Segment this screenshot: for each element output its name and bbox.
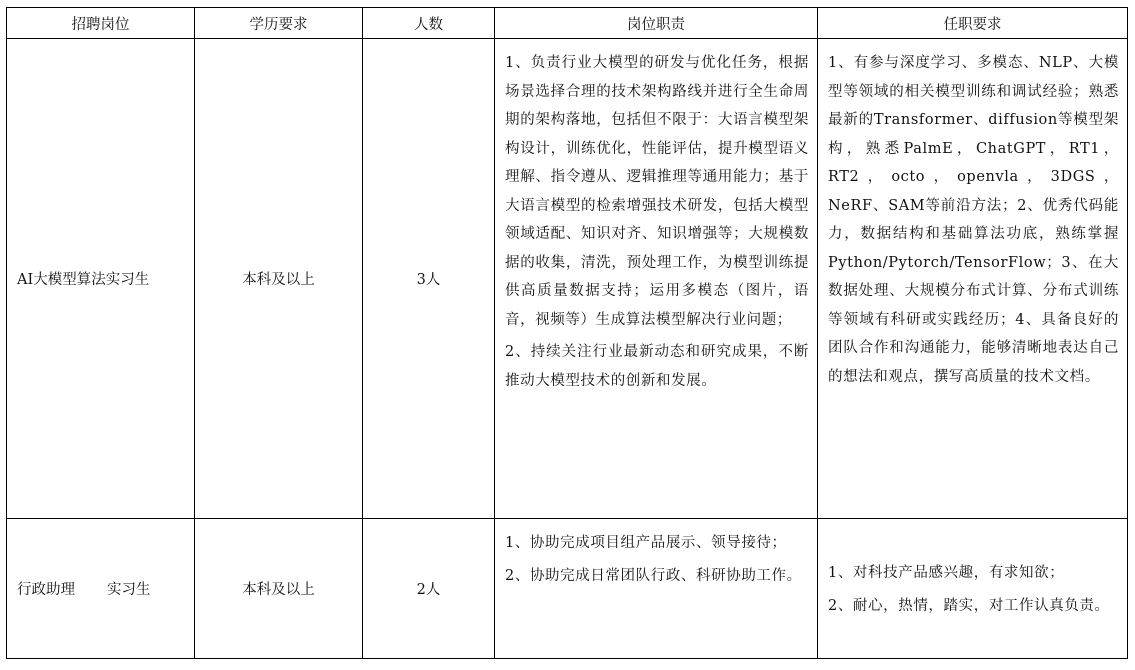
position-cell: AI大模型算法实习生 (7, 39, 195, 519)
header-row (7, 8, 1128, 39)
duty-item: 1、负责行业大模型的研发与优化任务，根据场景选择合理的技术架构路线并进行全生命周期的架构落地，包括但不限于：大语言模型架构设计，训练优化，性能评估，提升模型语义理解、指令遵从、逻辑推理等通用能力；基于大语言模型的检索增强技术研发，包括大模型领域适配、知识对齐、知识增强等；大规模数据的收集，清洗，预处理工作，为模型训练提供高质量数据支持；运用多模态（图片，语音，视频等）生成算法模型解决行业问题； (505, 55, 809, 328)
job-table (6, 7, 1128, 659)
duties-cell (495, 39, 818, 519)
requirements-cell (818, 519, 1128, 659)
duty-item: 2、持续关注行业最新动态和研究成果，不断推动大模型技术的创新和发展。 (505, 344, 809, 389)
table-row (7, 39, 1128, 519)
position-cell (7, 519, 195, 659)
duties-cell (495, 519, 818, 659)
requirement-text: 1、有参与深度学习、多模态、NLP、大模型等领域的相关模型训练和调试经验；熟悉最新的Transformer、diffusion等模型架构，熟悉PalmE，ChatGPT，RT1，RT2，octo，openvla，3DGS，NeRF、SAM等前沿方法；2、优秀代码能力，数据结构和基础算法功底，熟练掌握Python/Pytorch/TensorFlow；3、在大数据处理、大规模分布式计算、分布式训练等领域有科研或实践经历；4、具备良好的团队合作和沟通能力，能够清晰地表达自己的想法和观点，撰写高质量的技术文档。 (828, 55, 1119, 385)
requirement-item: 2、耐心，热情，踏实，对工作认真负责。 (828, 597, 1110, 614)
education-cell: 本科及以上 (195, 39, 363, 519)
position-type: 实习生 (107, 582, 151, 598)
requirement-item: 1、对科技产品感兴趣，有求知欲； (828, 565, 1065, 581)
count-cell: 2人 (363, 519, 495, 659)
position-name: 行政助理 (17, 582, 75, 598)
header-education: 学历要求 (195, 8, 363, 39)
count-cell: 3人 (363, 39, 495, 519)
header-count: 人数 (363, 8, 495, 39)
header-position: 招聘岗位 (7, 8, 195, 39)
duty-item: 1、协助完成项目组产品展示、领导接待； (505, 535, 787, 551)
requirements-cell (818, 39, 1128, 519)
table-row (7, 519, 1128, 659)
header-duties: 岗位职责 (495, 8, 818, 39)
education-cell: 本科及以上 (195, 519, 363, 659)
duty-item: 2、协助完成日常团队行政、科研协助工作。 (505, 567, 802, 584)
header-requirements: 任职要求 (818, 8, 1128, 39)
